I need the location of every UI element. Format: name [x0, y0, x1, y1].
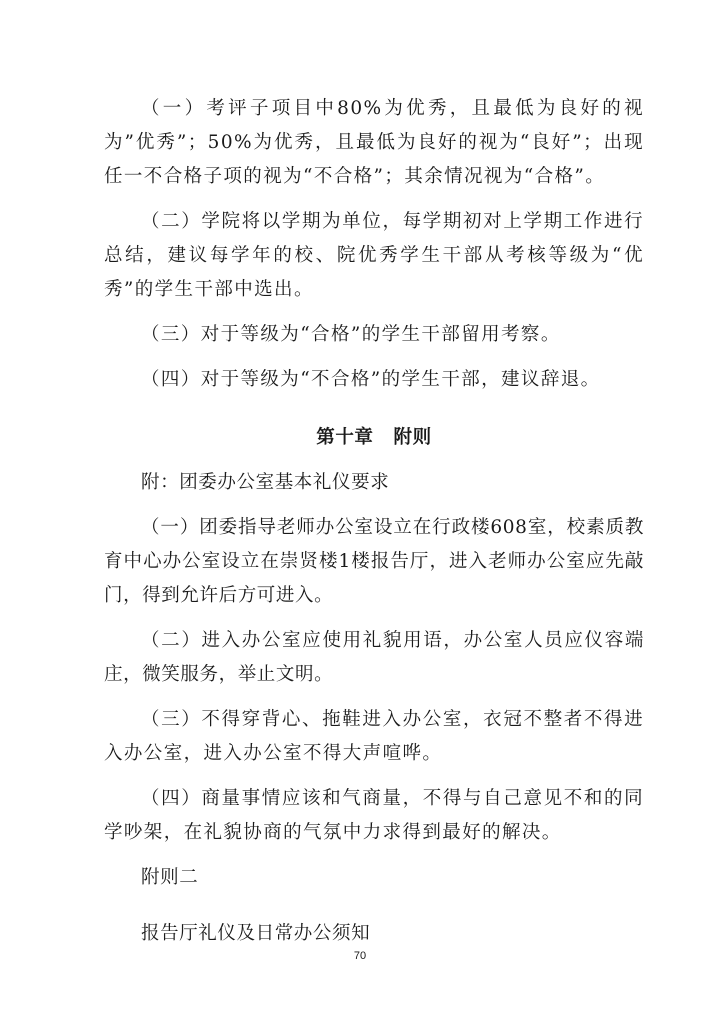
paragraph-discussion: （四）商量事情应该和气商量，不得与自己意见不和的同学吵架，在礼貌协商的气氛中力求得到最好的解决。: [104, 788, 644, 843]
chapter-number: 第十章: [316, 427, 374, 448]
appendix-two-title: 报告厅礼仪及日常办公须知: [141, 923, 371, 944]
appendix-intro: 附：团委办公室基本礼仪要求: [141, 472, 390, 493]
chapter-heading: [104, 421, 644, 455]
page-number: 70: [353, 950, 367, 962]
paragraph-polite-language: （二）进入办公室应使用礼貌用语，办公室人员应仪容端庄，微笑服务，举止文明。: [104, 630, 644, 685]
chapter-title: 附则: [393, 427, 432, 448]
paragraph-office-location: （一）团委指导老师办公室设立在行政楼608室，校素质教育中心办公室设立在崇贤楼1楼报告厅，进入老师办公室应先敲门，得到允许后方可进入。: [104, 517, 644, 606]
paragraph-dress-code: （三）不得穿背心、拖鞋进入办公室，衣冠不整者不得进入办公室，进入办公室不得大声喧哗。: [104, 709, 644, 764]
paragraph-unqualified: （四）对于等级为“不合格”的学生干部，建议辞退。: [141, 369, 601, 390]
paragraph-grading-rules: （一）考评子项目中80%为优秀，且最低为良好的视为”优秀”；50%为优秀，且最低为良好的视为“良好”；出现任一不合格子项的视为“不合格”；其余情况视为“合格”。: [104, 98, 644, 187]
appendix-two-label: 附则二: [141, 867, 199, 888]
document-body: [104, 92, 644, 962]
paragraph-semester-summary: （二）学院将以学期为单位，每学期初对上学期工作进行总结，建议每学年的校、院优秀学生干部从考核等级为“优秀”的学生干部中选出。: [104, 211, 644, 300]
paragraph-qualified: （三）对于等级为“合格”的学生干部留用考察。: [141, 324, 561, 345]
